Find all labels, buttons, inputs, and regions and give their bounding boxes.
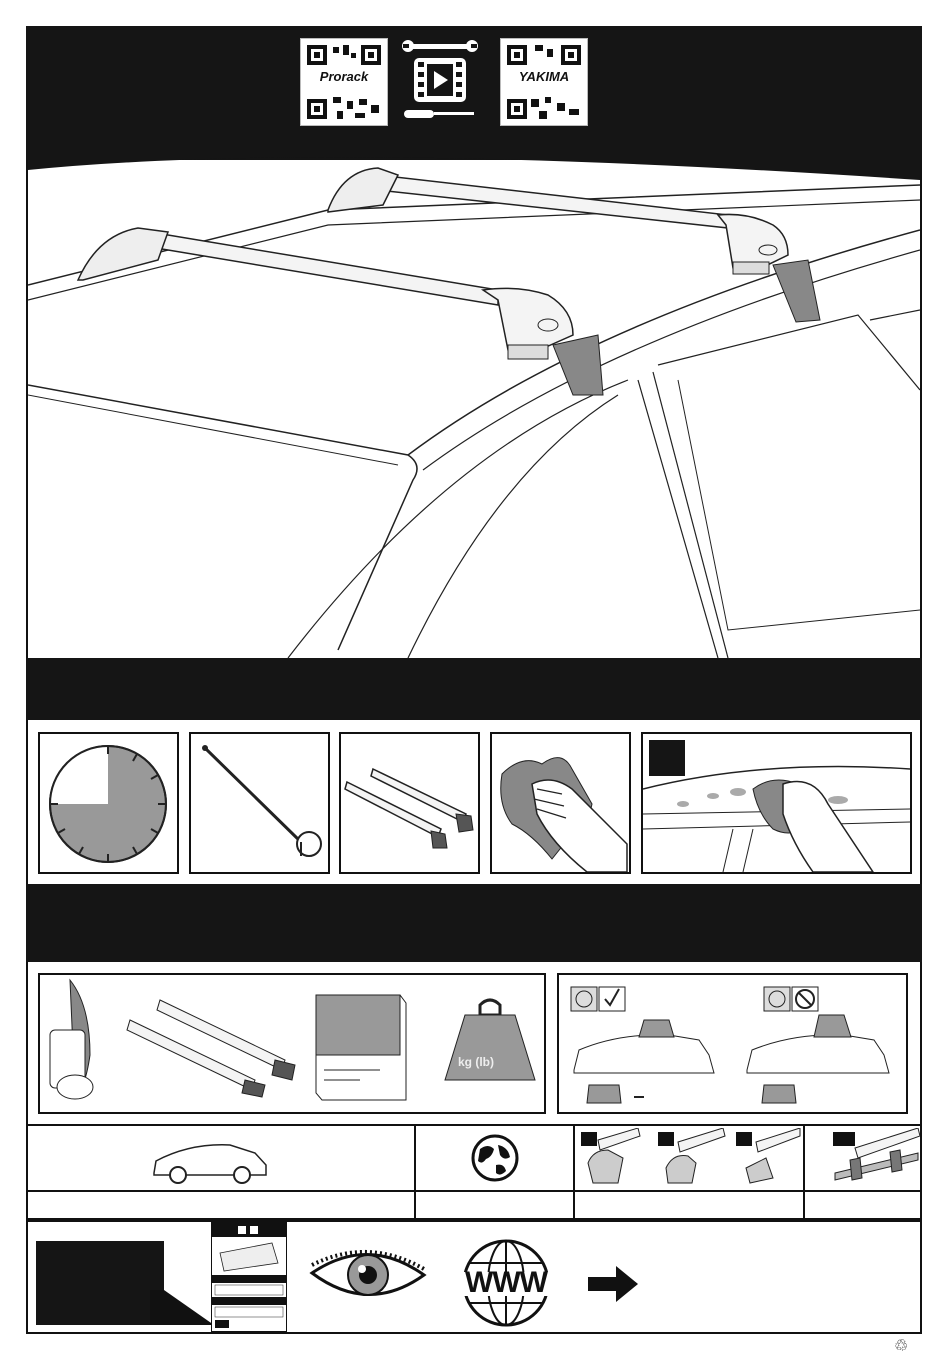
play-video-icon <box>414 58 466 102</box>
table-divider <box>414 1124 416 1220</box>
clock-icon <box>40 734 177 872</box>
roof-bars-icon <box>341 734 478 872</box>
section-band-load <box>26 884 922 962</box>
arrow-right-icon <box>588 1266 640 1302</box>
incorrect-load-indicator <box>764 987 818 1011</box>
recycle-icon: ♲ <box>894 1338 909 1355</box>
step-marker <box>649 740 685 776</box>
roof-cleaning-panel <box>641 732 912 874</box>
torque-tool-icon <box>191 734 328 872</box>
qr-code-prorack[interactable] <box>300 38 388 126</box>
raised-rail-icon <box>830 1128 920 1188</box>
cleaning-panel <box>490 732 631 874</box>
video-tools-icon-group[interactable] <box>400 40 480 122</box>
www-label: WWW <box>465 1266 547 1299</box>
table-divider <box>803 1124 805 1220</box>
correct-load-indicator <box>571 987 625 1011</box>
qr-code-yakima[interactable] <box>500 38 588 126</box>
section-band-tools <box>26 658 922 720</box>
callout-box <box>36 1241 164 1325</box>
fitting-type-icons <box>578 1128 802 1188</box>
qr-left-label: Prorack <box>305 69 383 84</box>
torque-tool-panel <box>189 732 330 874</box>
car-roof-illustration <box>28 150 920 658</box>
callout-pointer <box>150 1290 220 1330</box>
manual-thumbnail[interactable] <box>211 1222 287 1332</box>
contents-panel <box>38 973 546 1114</box>
car-even-load <box>574 1020 714 1103</box>
cleaning-cloth-icon <box>492 734 629 872</box>
table-divider <box>26 1190 922 1192</box>
time-required-panel <box>38 732 179 874</box>
roof-bars-icon <box>127 1000 295 1097</box>
globe-icon <box>470 1133 520 1183</box>
load-distribution-panel <box>557 973 908 1114</box>
car-uneven-load <box>747 1015 889 1103</box>
roof-bars-panel <box>339 732 480 874</box>
qr-right-label: YAKIMA <box>505 69 583 84</box>
vehicle-icon <box>150 1135 270 1185</box>
screwdriver-icon <box>404 110 474 118</box>
load-distribution-illustration <box>559 975 906 1112</box>
luggage-icon <box>50 980 93 1099</box>
weight-label: kg (lb) <box>458 1055 494 1069</box>
package-box-icon <box>316 995 406 1100</box>
table-divider <box>573 1124 575 1220</box>
www-globe-icon[interactable] <box>452 1238 560 1328</box>
wrench-icon <box>402 40 478 52</box>
eye-icon <box>308 1245 428 1307</box>
contents-illustration <box>40 975 544 1112</box>
